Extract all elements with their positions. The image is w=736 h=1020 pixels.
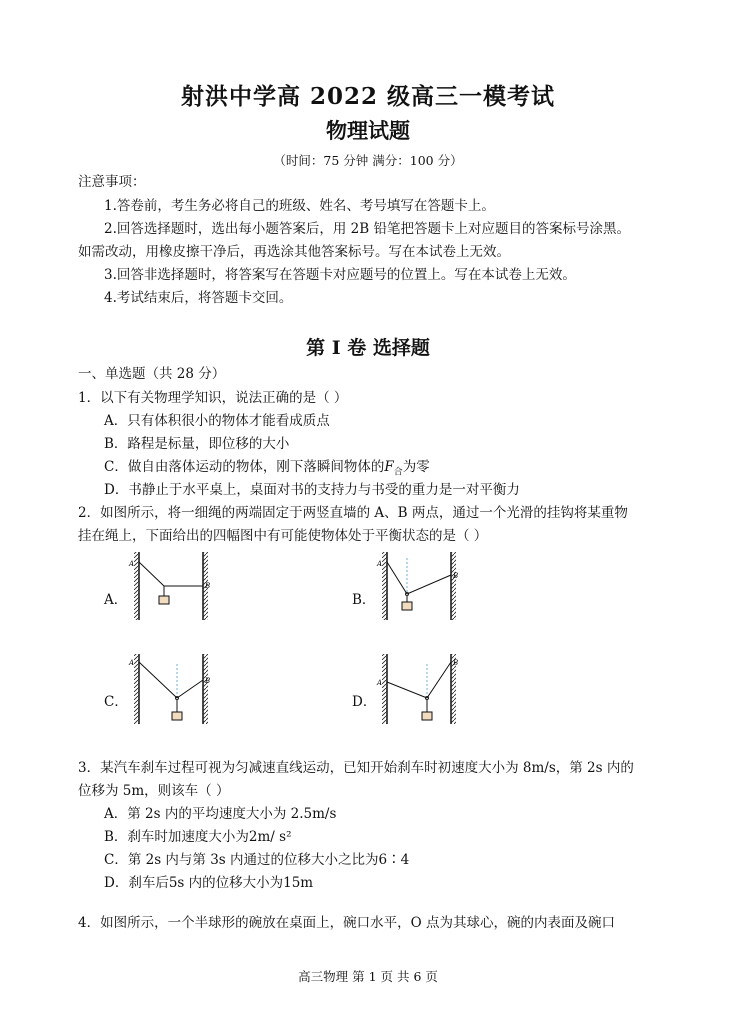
q1-option-c-text: C．做自由落体运动的物体，刚下落瞬间物体的	[104, 459, 385, 475]
q2-figure-a	[126, 550, 216, 622]
left-wall-hatch	[134, 552, 139, 620]
q1-option-b: B．路程是标量，即位移的大小	[104, 436, 290, 452]
q2-stem-line1: 2．如图所示，将一细绳的两端固定于两竖直墙的 A、B 两点，通过一个光滑的挂钩将某重物	[78, 505, 628, 521]
point-b-label: B	[453, 572, 459, 580]
q2-figure-c	[126, 652, 216, 726]
notice-item-3: 3.回答非选择题时，将答案写在答题卡对应题号的位置上。写在本试卷上无效。	[104, 267, 576, 283]
q3-option-c: C．第 2s 内与第 3s 内通过的位移大小之比为6∶4	[104, 852, 410, 868]
q1-option-c-end: 为零	[402, 459, 430, 475]
point-a-label: A	[129, 560, 135, 568]
notice-item-4: 4.考试结束后，将答题卡交回。	[104, 290, 293, 306]
q2-figure-b	[374, 550, 464, 622]
rope	[387, 662, 451, 698]
page-footer: 高三物理 第 1 页 共 6 页	[298, 969, 438, 984]
q3-option-b: B．刹车时加速度大小为2m/ s²	[104, 829, 292, 845]
point-b-label: B	[205, 582, 211, 590]
notice-item-1: 1.答卷前，考生务必将自己的班级、姓名、考号填写在答题卡上。	[104, 198, 495, 214]
q2-option-b-label: B．	[352, 592, 376, 608]
q3-stem-line1: 3．某汽车刹车过程可视为匀减速直线运动，已知开始刹车时初速度大小为 8m/s，第 2s 内的	[78, 760, 634, 776]
q1-option-a: A．只有体积很小的物体才能看成质点	[104, 413, 330, 429]
q2-figure-d	[374, 652, 464, 726]
notice-item-2-cont: 如需改动，用橡皮擦干净后，再选涂其他答案标号。写在本试卷上无效。	[78, 244, 510, 260]
notice-item-2: 2.回答选择题时，选出每小题答案后，用 2B 铅笔把答题卡上对应题目的答案标号涂黑。	[104, 221, 630, 237]
section-title: 第 I 卷 选择题	[306, 337, 430, 359]
left-wall-hatch	[382, 552, 387, 620]
q1-option-d: D．书静止于水平桌上，桌面对书的支持力与书受的重力是一对平衡力	[104, 482, 520, 498]
point-b-label: B	[205, 677, 211, 685]
exam-meta: （时间：75 分钟 满分：100 分）	[273, 153, 463, 168]
q3-stem-line2: 位移为 5m，则该车（ ）	[78, 783, 230, 799]
q3-option-a: A．第 2s 内的平均速度大小为 2.5m/s	[104, 806, 337, 822]
q4-stem: 4．如图所示，一个半球形的碗放在桌面上，碗口水平，O 点为其球心，碗的内表面及碗口	[78, 915, 615, 931]
subject-title: 物理试题	[326, 118, 410, 143]
force-symbol: F	[384, 459, 394, 475]
rope	[139, 662, 203, 698]
q1-stem: 1．以下有关物理学知识，说法正确的是（ ）	[78, 390, 348, 406]
left-wall-hatch	[134, 654, 139, 724]
right-wall-hatch	[451, 552, 459, 620]
point-b-label: B	[453, 659, 459, 667]
q3-option-d: D．刹车后5s 内的位移大小为15m	[104, 875, 314, 891]
weight-block	[159, 596, 169, 604]
q2-option-d-label: D．	[352, 694, 377, 710]
q2-option-c-label: C．	[104, 694, 128, 710]
point-a-label: A	[377, 679, 383, 687]
q2-option-a-label: A．	[104, 592, 128, 608]
point-a-label: A	[129, 659, 135, 667]
weight-block	[172, 712, 182, 720]
rope	[387, 562, 451, 594]
exam-title: 射洪中学高 2022 级高三一模考试	[180, 83, 556, 110]
left-wall-hatch	[382, 654, 387, 724]
right-wall-hatch	[203, 654, 211, 724]
notice-heading: 注意事项：	[78, 174, 146, 190]
weight-block	[422, 712, 432, 720]
q2-stem-line2: 挂在绳上，下面给出的四幅图中有可能使物体处于平衡状态的是（ ）	[78, 528, 488, 544]
force-subscript: 合	[393, 467, 403, 478]
point-a-label: A	[377, 560, 383, 568]
weight-block	[402, 602, 412, 610]
part-heading: 一、单选题（共 28 分）	[78, 366, 226, 382]
rope	[139, 562, 203, 586]
